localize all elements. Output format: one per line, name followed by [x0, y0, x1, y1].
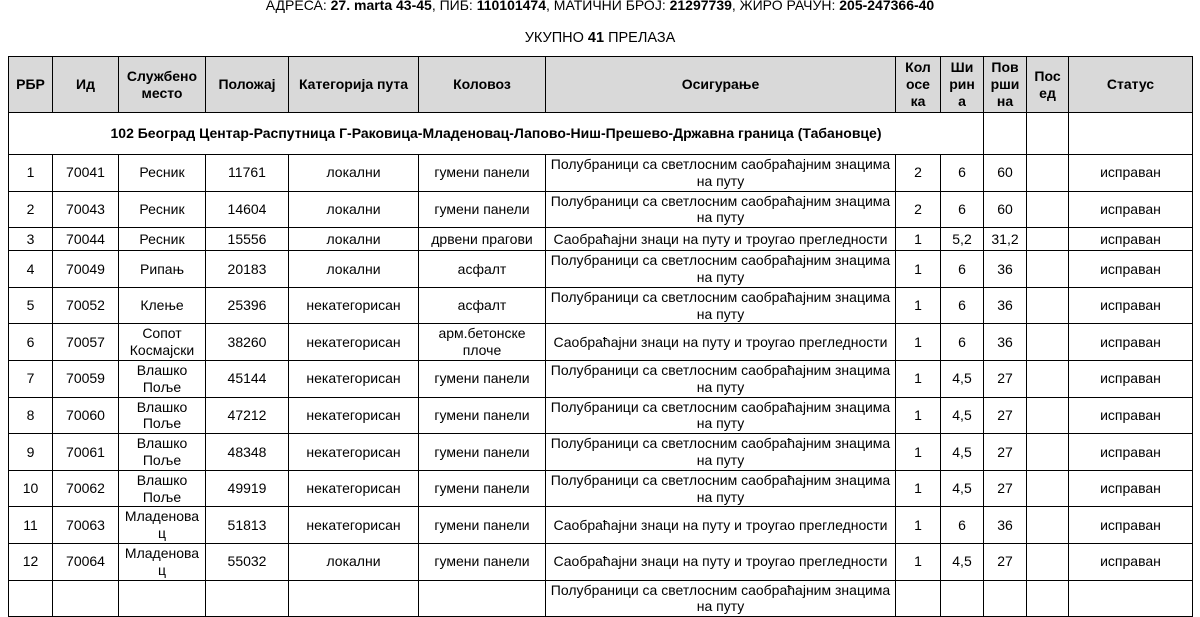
cell-id: 70043 [53, 191, 119, 228]
cell-sirina: 6 [941, 324, 984, 361]
cell-sluzbeno-mesto: Сопот Космајски [119, 324, 206, 361]
cell-status: исправан [1069, 155, 1193, 192]
total-crossings-line [0, 29, 1200, 47]
cell-posed [1027, 155, 1069, 192]
cell-koloseka [896, 580, 941, 617]
cell-status: исправан [1069, 507, 1193, 544]
address-value: 27. marta 43-45 [330, 0, 432, 13]
cell-kategorija-puta: некатегорисан [289, 287, 419, 324]
cell-rbr [9, 580, 53, 617]
cell-kolovoz: гумени панели [419, 470, 546, 507]
cell-sirina: 4,5 [941, 434, 984, 471]
table-row [9, 324, 1193, 361]
cell-sluzbeno-mesto: Влашко Поље [119, 397, 206, 434]
cell-sirina: 4,5 [941, 397, 984, 434]
cell-osiguranje: Полубраници са светлосним саобраћајним знацима на путу [546, 470, 896, 507]
cell-status: исправан [1069, 543, 1193, 580]
table-row [9, 397, 1193, 434]
cell-povrsina: 36 [984, 251, 1027, 288]
cell-sluzbeno-mesto: Влашко Поље [119, 470, 206, 507]
cell-polozaj: 48348 [206, 434, 289, 471]
cell-kategorija-puta: некатегорисан [289, 360, 419, 397]
pib-value: 110101474 [476, 0, 547, 13]
cell-rbr: 12 [9, 543, 53, 580]
cell-kolovoz: гумени панели [419, 155, 546, 192]
cell-sirina: 6 [941, 507, 984, 544]
table-row [9, 191, 1193, 228]
cell-osiguranje: Полубраници са светлосним саобраћајним знацима на путу [546, 360, 896, 397]
cell-kolovoz: гумени панели [419, 434, 546, 471]
col-header-rbr: РБР [9, 57, 53, 113]
cell-sirina: 6 [941, 251, 984, 288]
cell-posed [1027, 580, 1069, 617]
cell-status: исправан [1069, 251, 1193, 288]
table-row [9, 507, 1193, 544]
cell-rbr: 10 [9, 470, 53, 507]
cell-sluzbeno-mesto: Влашко Поље [119, 360, 206, 397]
cell-posed [1027, 470, 1069, 507]
table-row [9, 580, 1193, 617]
cell-posed [1027, 228, 1069, 251]
cell-kolovoz: гумени панели [419, 191, 546, 228]
cell-povrsina: 60 [984, 155, 1027, 192]
cell-povrsina: 27 [984, 470, 1027, 507]
cell-koloseka: 1 [896, 470, 941, 507]
cell-polozaj: 15556 [206, 228, 289, 251]
cell-osiguranje: Полубраници са светлосним саобраћајним знацима на путу [546, 397, 896, 434]
cell-osiguranje: Саобраћајни знаци на путу и троугао прегледности [546, 228, 896, 251]
cell-povrsina: 27 [984, 543, 1027, 580]
cell-kategorija-puta: некатегорисан [289, 397, 419, 434]
table-row [9, 360, 1193, 397]
cell-koloseka: 1 [896, 543, 941, 580]
cell-sirina: 6 [941, 191, 984, 228]
table-header-row [9, 57, 1193, 113]
cell-posed [1027, 251, 1069, 288]
cell-osiguranje: Полубраници са светлосним саобраћајним знацима на путу [546, 287, 896, 324]
cell-sluzbeno-mesto: Клење [119, 287, 206, 324]
cell-koloseka: 1 [896, 251, 941, 288]
col-header-sluzbeno-mesto: Службено место [119, 57, 206, 113]
cell-kolovoz: гумени панели [419, 543, 546, 580]
cell-povrsina: 36 [984, 324, 1027, 361]
ziro-racun-label: , ЖИРО РАЧУН: [731, 0, 840, 13]
cell-status: исправан [1069, 191, 1193, 228]
cell-posed [1027, 543, 1069, 580]
col-header-polozaj: Положај [206, 57, 289, 113]
table-row [9, 228, 1193, 251]
cell-sluzbeno-mesto: Ресник [119, 228, 206, 251]
cell-osiguranje: Полубраници са светлосним саобраћајним знацима на путу [546, 580, 896, 617]
cell-sluzbeno-mesto [119, 580, 206, 617]
cell-rbr: 9 [9, 434, 53, 471]
cell-povrsina: 36 [984, 287, 1027, 324]
col-header-osiguranje: Осигурање [546, 57, 896, 113]
col-header-kategorija-puta: Категорија пута [289, 57, 419, 113]
cell-polozaj: 45144 [206, 360, 289, 397]
cell-status [1069, 580, 1193, 617]
cell-kategorija-puta: локални [289, 228, 419, 251]
section-title: 102 Београд Центар-Распутница Г-Раковица-Младеновац-Лапово-Ниш-Прешево-Државна граница (Табановце) [9, 113, 984, 155]
cell-posed [1027, 324, 1069, 361]
cell-posed [1027, 360, 1069, 397]
cell-koloseka: 1 [896, 228, 941, 251]
cell-povrsina: 60 [984, 191, 1027, 228]
cell-posed [1027, 434, 1069, 471]
pib-label: , ПИБ: [431, 0, 477, 13]
cell-rbr: 5 [9, 287, 53, 324]
cell-koloseka: 2 [896, 191, 941, 228]
address-label: АДРЕСА: [265, 0, 331, 13]
cell-posed [1027, 397, 1069, 434]
table-row [9, 251, 1193, 288]
cell-polozaj: 47212 [206, 397, 289, 434]
total-count: 41 [587, 30, 605, 46]
cell-kategorija-puta: некатегорисан [289, 507, 419, 544]
cell-sluzbeno-mesto: Рипањ [119, 251, 206, 288]
cell-kategorija-puta: локални [289, 155, 419, 192]
cell-status: исправан [1069, 360, 1193, 397]
cell-sirina: 4,5 [941, 543, 984, 580]
cell-koloseka: 1 [896, 434, 941, 471]
cell-kategorija-puta: локални [289, 191, 419, 228]
cell-id: 70062 [53, 470, 119, 507]
col-header-posed: Пос ед [1027, 57, 1069, 113]
cell-polozaj: 49919 [206, 470, 289, 507]
cell-povrsina [984, 580, 1027, 617]
cell-rbr: 3 [9, 228, 53, 251]
cell-sluzbeno-mesto: Ресник [119, 155, 206, 192]
cell-koloseka: 1 [896, 360, 941, 397]
cell-sirina: 6 [941, 287, 984, 324]
cell-kolovoz [419, 580, 546, 617]
cell-kategorija-puta: некатегорисан [289, 470, 419, 507]
cell-sluzbeno-mesto: Влашко Поље [119, 434, 206, 471]
cell-rbr: 2 [9, 191, 53, 228]
cell-kategorija-puta [289, 580, 419, 617]
cell-osiguranje: Полубраници са светлосним саобраћајним знацима на путу [546, 191, 896, 228]
cell-id: 70052 [53, 287, 119, 324]
cell-status: исправан [1069, 228, 1193, 251]
cell-koloseka: 1 [896, 324, 941, 361]
cell-koloseka: 2 [896, 155, 941, 192]
cell-id [53, 580, 119, 617]
cell-povrsina: 36 [984, 507, 1027, 544]
section-empty-cell-povrsina [984, 113, 1027, 155]
cell-sirina [941, 580, 984, 617]
table-row [9, 543, 1193, 580]
cell-polozaj [206, 580, 289, 617]
cell-sluzbeno-mesto: Младеновац [119, 543, 206, 580]
table-row [9, 287, 1193, 324]
cell-id: 70057 [53, 324, 119, 361]
cell-rbr: 7 [9, 360, 53, 397]
cell-posed [1027, 507, 1069, 544]
cell-id: 70041 [53, 155, 119, 192]
cell-rbr: 4 [9, 251, 53, 288]
cell-id: 70049 [53, 251, 119, 288]
cell-rbr: 11 [9, 507, 53, 544]
cell-osiguranje: Саобраћајни знаци на путу и троугао прегледности [546, 507, 896, 544]
cell-osiguranje: Саобраћајни знаци на путу и троугао прегледности [546, 543, 896, 580]
col-header-sirina: Ши рин а [941, 57, 984, 113]
cell-polozaj: 51813 [206, 507, 289, 544]
cell-polozaj: 55032 [206, 543, 289, 580]
address-line [0, 0, 1200, 14]
cell-sirina: 5,2 [941, 228, 984, 251]
table-row [9, 470, 1193, 507]
col-header-id: Ид [53, 57, 119, 113]
cell-id: 70063 [53, 507, 119, 544]
section-row [9, 113, 1193, 155]
cell-rbr: 8 [9, 397, 53, 434]
cell-kolovoz: гумени панели [419, 507, 546, 544]
col-header-kolovoz: Коловоз [419, 57, 546, 113]
col-header-koloseka: Кол осе ка [896, 57, 941, 113]
cell-kolovoz: гумени панели [419, 360, 546, 397]
cell-rbr: 6 [9, 324, 53, 361]
cell-kategorija-puta: некатегорисан [289, 324, 419, 361]
cell-povrsina: 27 [984, 397, 1027, 434]
cell-sluzbeno-mesto: Ресник [119, 191, 206, 228]
cell-kolovoz: асфалт [419, 251, 546, 288]
col-header-povrsina: Пов рши на [984, 57, 1027, 113]
cell-polozaj: 38260 [206, 324, 289, 361]
section-empty-cell-posed [1027, 113, 1069, 155]
cell-status: исправан [1069, 287, 1193, 324]
cell-osiguranje: Полубраници са светлосним саобраћајним знацима на путу [546, 434, 896, 471]
cell-id: 70060 [53, 397, 119, 434]
cell-kategorija-puta: локални [289, 251, 419, 288]
cell-polozaj: 20183 [206, 251, 289, 288]
cell-id: 70044 [53, 228, 119, 251]
cell-status: исправан [1069, 434, 1193, 471]
cell-id: 70059 [53, 360, 119, 397]
maticni-broj-value: 21297739 [669, 0, 732, 13]
cell-osiguranje: Саобраћајни знаци на путу и троугао прегледности [546, 324, 896, 361]
cell-povrsina: 31,2 [984, 228, 1027, 251]
total-prefix: УКУПНО [524, 30, 588, 46]
crossings-table [8, 56, 1193, 617]
cell-kategorija-puta: некатегорисан [289, 434, 419, 471]
cell-kolovoz: арм.бетонске плоче [419, 324, 546, 361]
cell-sirina: 4,5 [941, 470, 984, 507]
cell-koloseka: 1 [896, 287, 941, 324]
cell-kolovoz: дрвени прагови [419, 228, 546, 251]
cell-id: 70061 [53, 434, 119, 471]
cell-posed [1027, 287, 1069, 324]
cell-id: 70064 [53, 543, 119, 580]
cell-polozaj: 25396 [206, 287, 289, 324]
cell-kolovoz: асфалт [419, 287, 546, 324]
col-header-status: Статус [1069, 57, 1193, 113]
cell-osiguranje: Полубраници са светлосним саобраћајним знацима на путу [546, 251, 896, 288]
ziro-racun-value: 205-247366-40 [839, 0, 935, 13]
cell-rbr: 1 [9, 155, 53, 192]
cell-osiguranje: Полубраници са светлосним саобраћајним знацима на путу [546, 155, 896, 192]
cell-kategorija-puta: локални [289, 543, 419, 580]
cell-povrsina: 27 [984, 360, 1027, 397]
table-row [9, 434, 1193, 471]
cell-status: исправан [1069, 470, 1193, 507]
cell-status: исправан [1069, 324, 1193, 361]
cell-sluzbeno-mesto: Младеновац [119, 507, 206, 544]
cell-polozaj: 14604 [206, 191, 289, 228]
cell-sirina: 6 [941, 155, 984, 192]
cell-status: исправан [1069, 397, 1193, 434]
table-row [9, 155, 1193, 192]
cell-posed [1027, 191, 1069, 228]
maticni-broj-label: , МАТИЧНИ БРОЈ: [546, 0, 670, 13]
section-empty-cell-status [1069, 113, 1193, 155]
cell-polozaj: 11761 [206, 155, 289, 192]
cell-sirina: 4,5 [941, 360, 984, 397]
cell-koloseka: 1 [896, 507, 941, 544]
total-suffix: ПРЕЛАЗА [604, 30, 676, 46]
cell-kolovoz: гумени панели [419, 397, 546, 434]
cell-povrsina: 27 [984, 434, 1027, 471]
cell-koloseka: 1 [896, 397, 941, 434]
